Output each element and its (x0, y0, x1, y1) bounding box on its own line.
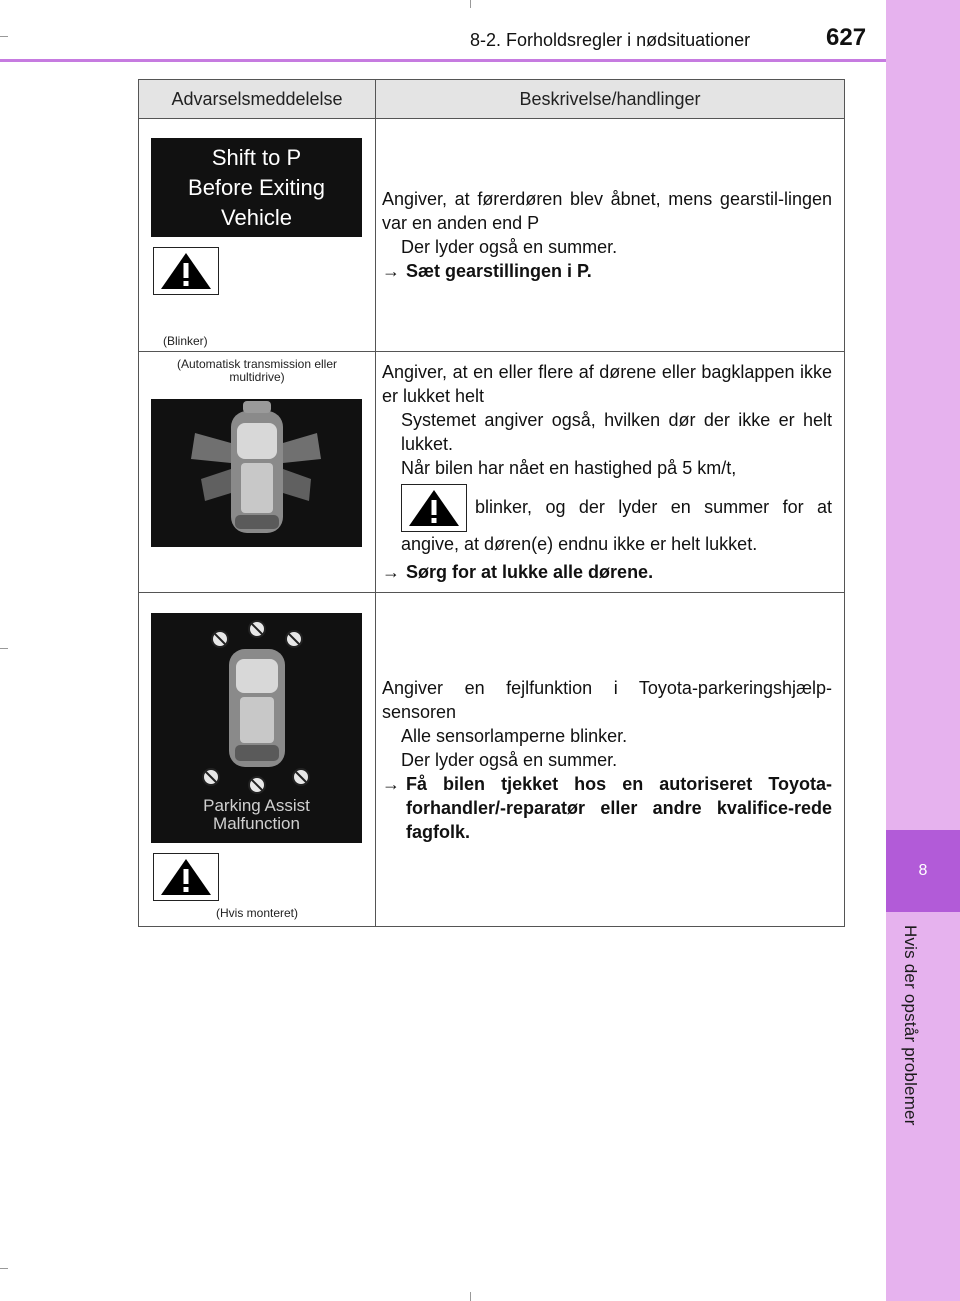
warning-triangle-icon (407, 488, 461, 528)
master-warning-indicator (401, 484, 467, 532)
door-open-display (151, 399, 362, 547)
description-subtext: Der lyder også en summer. (401, 749, 618, 770)
description-cell (376, 119, 845, 352)
description-subtext: blinker, og der lyder en summer for at angive, at døren(e) endnu ikke er helt lukket. (401, 496, 832, 554)
description-text: Angiver, at førerdøren blev åbnet, mens gearstil-lingen var en anden end P (382, 189, 832, 233)
table-header-row (139, 80, 845, 119)
chapter-tab (886, 830, 960, 912)
arrow-icon: → (382, 261, 400, 281)
table-row (139, 119, 845, 352)
column-header: Beskrivelse/handlinger (376, 80, 845, 119)
table-row (139, 352, 845, 593)
action-text: Sørg for at lukke alle dørene. (406, 562, 654, 582)
warning-triangle-icon (159, 857, 213, 897)
display-line: Parking Assist (203, 796, 310, 815)
crop-mark (0, 36, 8, 37)
icon-note: (Blinker) (163, 334, 208, 348)
crop-mark (0, 1268, 8, 1269)
action-instruction (382, 259, 832, 283)
action-instruction (382, 772, 832, 844)
description-text: Angiver, at en eller flere af dørene eller bagklappen ikke er lukket helt (382, 362, 832, 406)
arrow-icon: → (382, 773, 400, 794)
action-text: Sæt gearstillingen i P. (406, 261, 592, 281)
warning-table (138, 79, 845, 927)
description-subtext: Systemet angiver også, hvilken dør der ikke er helt lukket. (401, 410, 832, 454)
header-divider (0, 59, 886, 62)
applicability-note: (Automatisk transmission eller multidrive) (176, 357, 338, 384)
crop-mark (470, 0, 471, 8)
column-header: Advarselsmeddelelse (139, 80, 376, 119)
display-line: Shift to P (211, 145, 302, 170)
section-title: Hvis der opstår problemer (901, 925, 920, 1126)
display-line: Malfunction (213, 814, 300, 833)
description-subtext: Når bilen har nået en hastighed på 5 km/t, (401, 458, 737, 478)
action-instruction (382, 560, 832, 584)
arrow-icon: → (382, 562, 400, 582)
crop-mark (470, 1292, 471, 1301)
car-sensors-icon (151, 613, 362, 799)
applicability-note: (Hvis monteret) (215, 906, 298, 920)
description-cell (376, 593, 845, 927)
description-cell (376, 352, 845, 593)
action-text: Få bilen tjekket hos en autoriseret Toyota-forhandler/-reparatør eller andre kvalifice-rede fagfolk. (406, 773, 832, 842)
display-line: Vehicle (221, 205, 292, 230)
table-row (139, 593, 845, 927)
master-warning-indicator (153, 247, 219, 295)
warning-image-cell (139, 119, 376, 384)
crop-mark (0, 648, 8, 649)
warning-image-cell (139, 352, 376, 593)
description-text: Angiver en fejlfunktion i Toyota-parkeringshjælp-sensoren (382, 677, 832, 722)
parking-assist-display (151, 613, 362, 843)
description-subtext: Alle sensorlamperne blinker. (401, 725, 628, 746)
master-warning-indicator (153, 853, 219, 901)
warning-triangle-icon (159, 251, 213, 291)
description-subtext: Der lyder også en summer. (401, 237, 618, 257)
chapter-number: 8 (918, 862, 928, 879)
page-header-title: 8-2. Forholdsregler i nødsituationer (470, 30, 751, 50)
car-doors-open-icon (151, 399, 362, 547)
display-shift-to-p (151, 138, 362, 237)
page-number: 627 (826, 24, 867, 51)
inline-warning-text-block (382, 484, 832, 556)
warning-image-cell (139, 593, 376, 927)
display-line: Before Exiting (188, 175, 325, 200)
